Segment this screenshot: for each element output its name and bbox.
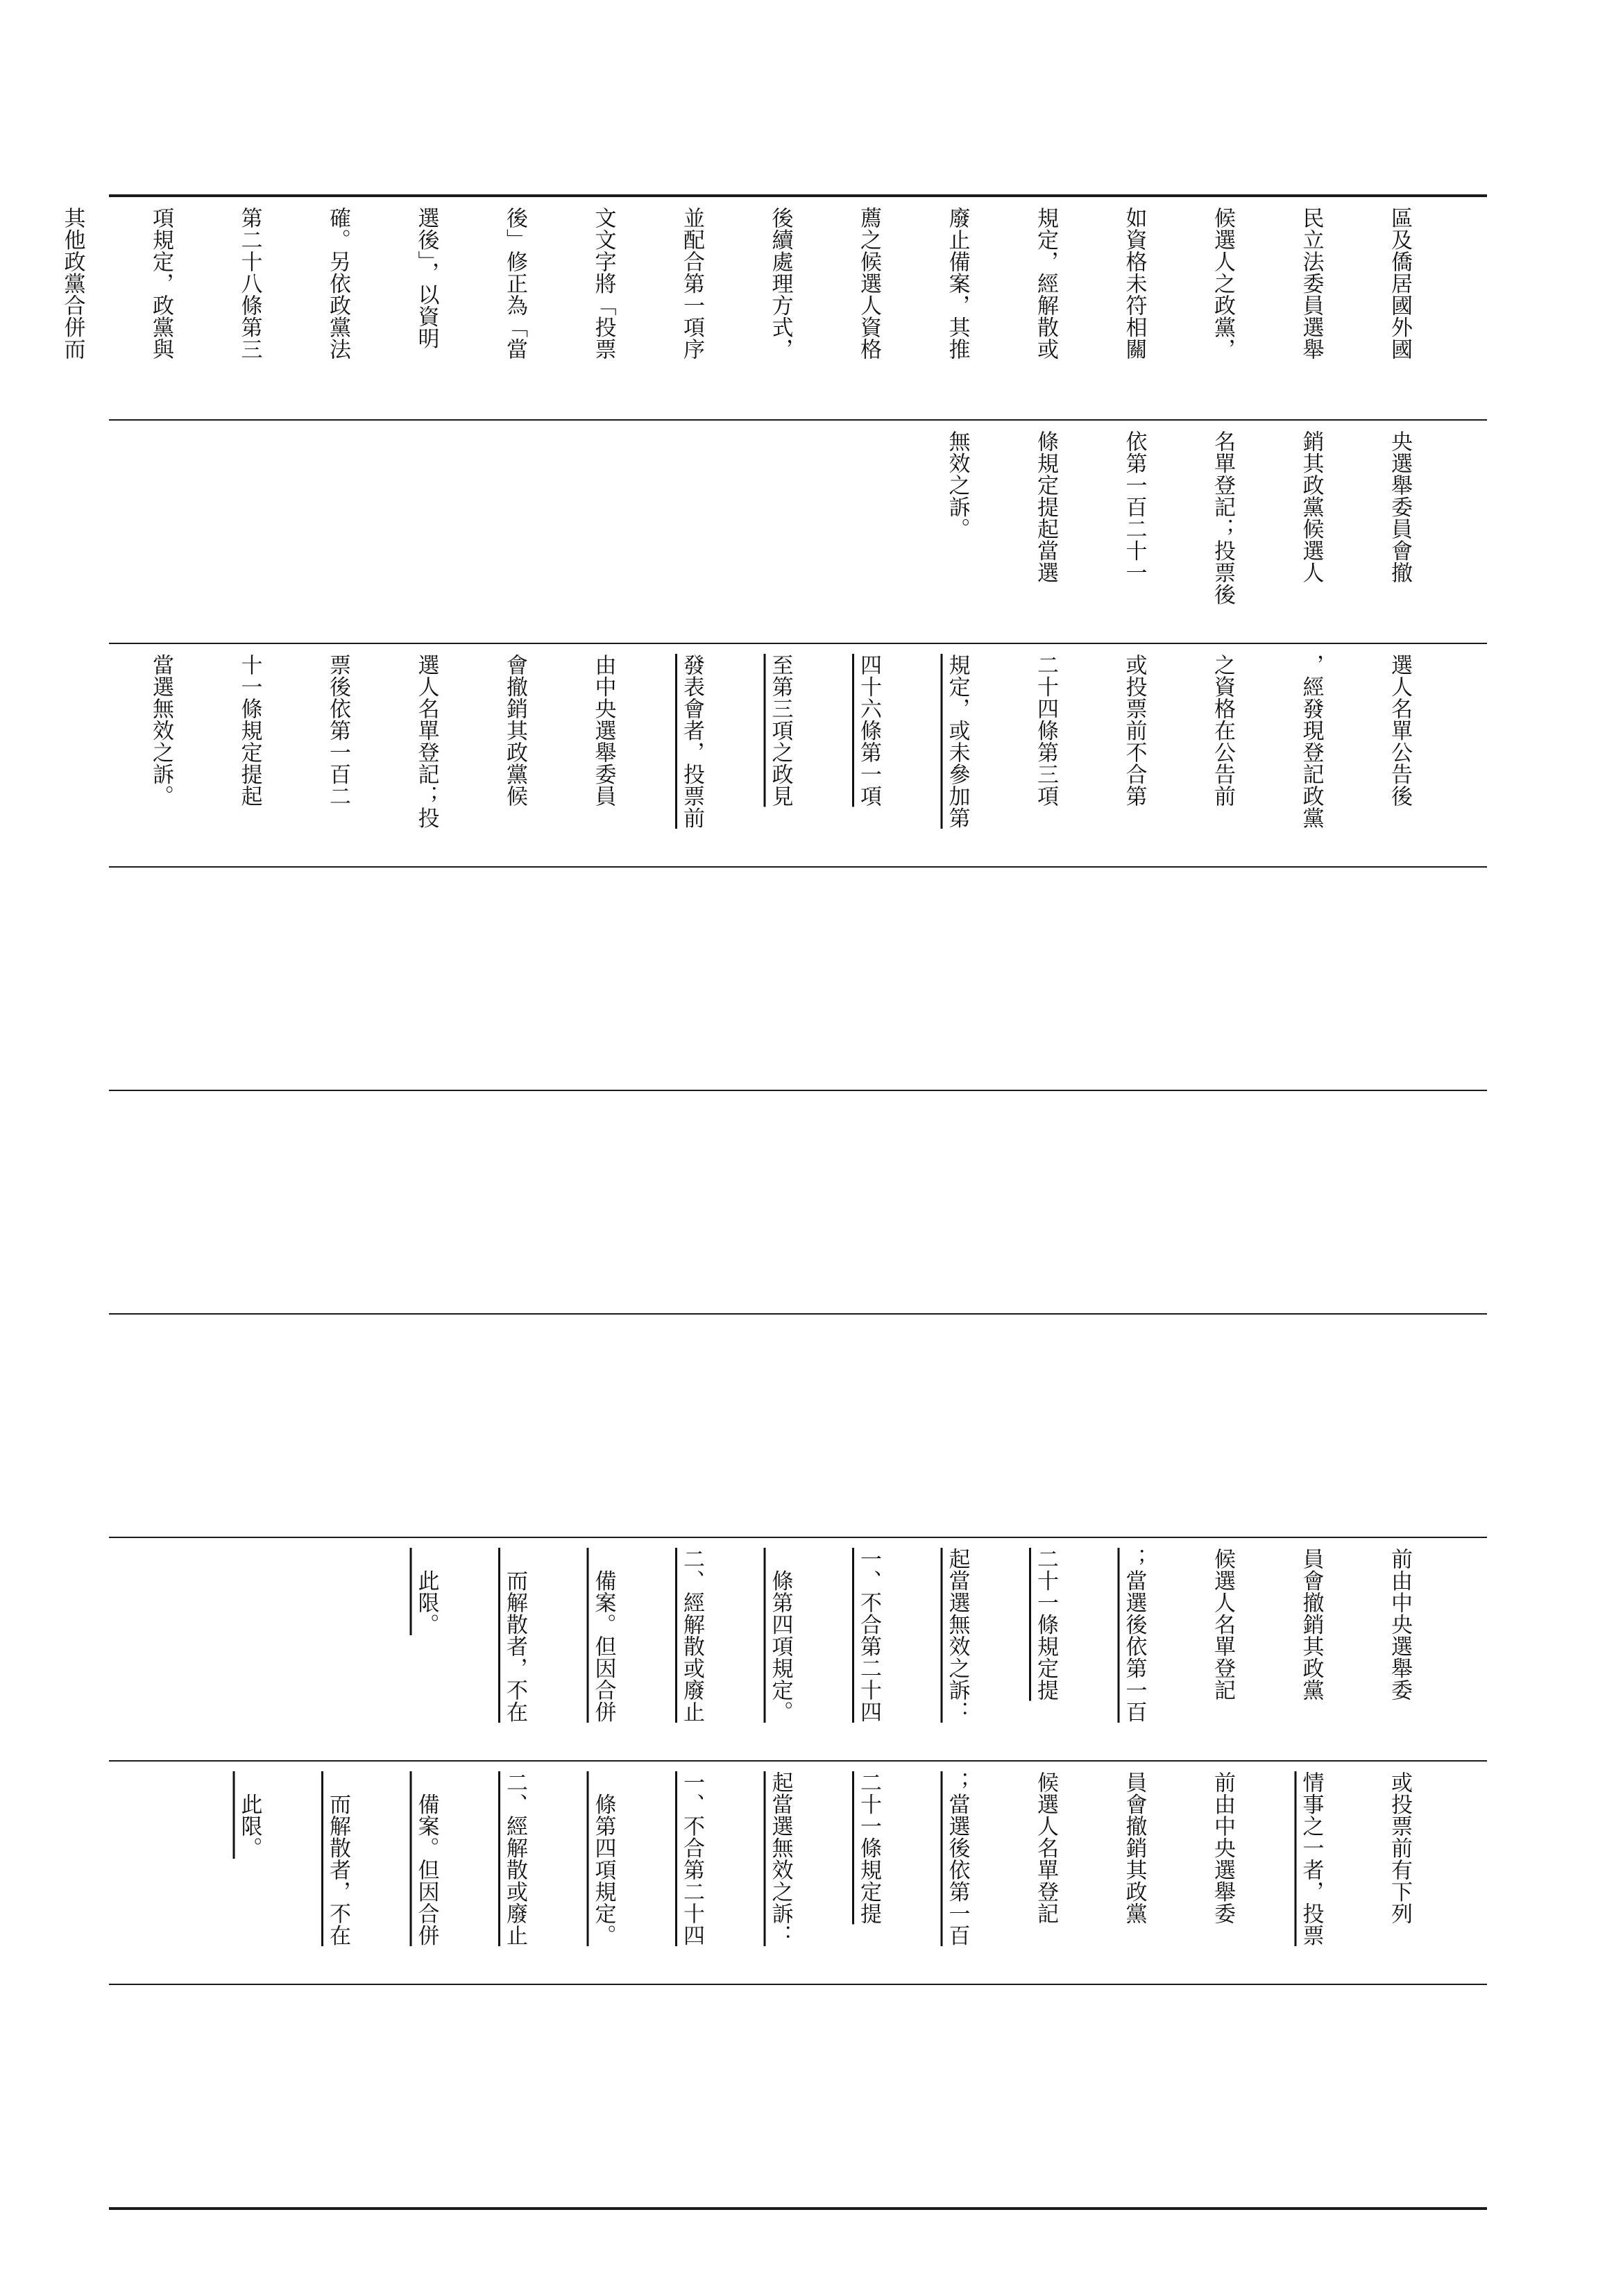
text-line: 後」修正為「當 [502,207,527,360]
text-line: 後續處理方式， [767,207,793,360]
amended-line: 二十一條規定提 [1033,1548,1058,1701]
text-line: 或投票前不合第 [1121,654,1147,807]
amended-line: ；當選後依第一百 [1121,1548,1147,1723]
table-bottom-border [109,2207,1487,2210]
text-line: 選後」，以資明 [414,207,439,349]
text-line: 民立法委員選舉 [1298,207,1324,360]
text-line: 確。另依政黨法 [325,207,350,360]
amended-line: 條第四項規定。 [767,1548,793,1723]
empty-cell [109,1315,1487,1537]
text-line: 並配合第一項序 [679,207,704,360]
article-text [352,1548,1473,1750]
amended-line: ；當選後依第一百 [944,1771,970,1946]
text-line: 區及僑居國外國 [1387,207,1412,360]
text-line: 票後依第一百二 [325,654,350,807]
amended-line: 此限。 [237,1771,262,1859]
empty-cell [109,1985,1487,2207]
text-line: 央選舉委員會撤 [1387,430,1412,584]
text-line: 候選人之政黨， [1210,207,1235,360]
amended-line: 二、經解散或廢止 [502,1771,527,1946]
text-line: 名單登記；投票後 [1210,430,1235,605]
proposed-text [87,654,1474,856]
text-line: 銷其政黨候選人 [1298,430,1324,584]
amended-line: 二十一條規定提 [856,1771,881,1925]
text-line: 十一條規定提起 [237,654,262,807]
text-line: 文文字將「投票 [590,207,616,360]
text-line: 條規定提起當選 [1033,430,1058,584]
article-text [176,1771,1473,1974]
text-line: 依第一百二十一 [1121,430,1147,584]
text-line: 其他政黨合併而 [60,207,85,360]
amended-line: 起當選無效之訴： [944,1548,970,1723]
explanation-cell [60,197,1487,419]
article-text-cell [109,1538,1487,1760]
article-text-cell [109,1762,1487,1984]
text-line: 二十四條第三項 [1033,654,1058,807]
amended-line: 而解散者，不在 [502,1548,527,1723]
proposed-text-cell [109,644,1487,866]
amended-line: 起當選無效之訴： [767,1771,793,1946]
text-line: 項規定，政黨與 [148,207,173,360]
text-line: 前由中央選舉委 [1387,1548,1412,1701]
amended-line: 此限。 [414,1548,439,1635]
amended-line: 規定，或未參加第 [944,654,970,829]
text-line: 第二十八條第三 [237,207,262,360]
amended-line: 至第三項之政見 [767,654,793,807]
amended-line: 一、不合第二十四 [856,1548,881,1723]
amended-line: 備案。但因合併 [414,1771,439,1946]
text-line: 薦之候選人資格 [856,207,881,360]
amended-line: 一、不合第二十四 [679,1771,704,1946]
text-line: 前由中央選舉委 [1210,1771,1235,1925]
amended-line: 而解散者，不在 [325,1771,350,1946]
amended-line: 條第四項規定。 [590,1771,616,1946]
amended-line: 情事之一者，投票 [1298,1771,1324,1946]
text-line: 候選人名單登記 [1033,1771,1058,1925]
amended-line: 備案。但因合併 [590,1548,616,1723]
text-line: 會撤銷其政黨候 [502,654,527,807]
text-line: 由中央選舉委員 [590,654,616,807]
empty-cell [109,868,1487,1090]
empty-cell [109,1091,1487,1313]
text-line: 員會撤銷其政黨 [1121,1771,1147,1925]
amended-line: 四十六條第一項 [856,654,881,807]
amended-line: 發表會者，投票前 [679,654,704,829]
text-line: 無效之訴。 [944,430,970,540]
text-line: 如資格未符相關 [1121,207,1147,360]
amended-line: 二、經解散或廢止 [679,1548,704,1723]
text-line: 廢止備案，其推 [944,207,970,360]
text-line: 之資格在公告前 [1210,654,1235,807]
text-line: 或投票前有下列 [1387,1771,1412,1925]
text-line: 選人名單公告後 [1387,654,1412,807]
explanation-text [0,207,1473,410]
current-law-text [883,430,1473,633]
text-line: 候選人名單登記 [1210,1548,1235,1701]
current-law-cell [109,421,1487,643]
text-line: 當選無效之訴。 [148,654,173,807]
text-line: 員會撤銷其政黨 [1298,1548,1324,1701]
text-line: ，經發現登記政黨 [1298,654,1324,829]
text-line: 選人名單登記；投 [414,654,439,829]
text-line: 規定，經解散或 [1033,207,1058,360]
